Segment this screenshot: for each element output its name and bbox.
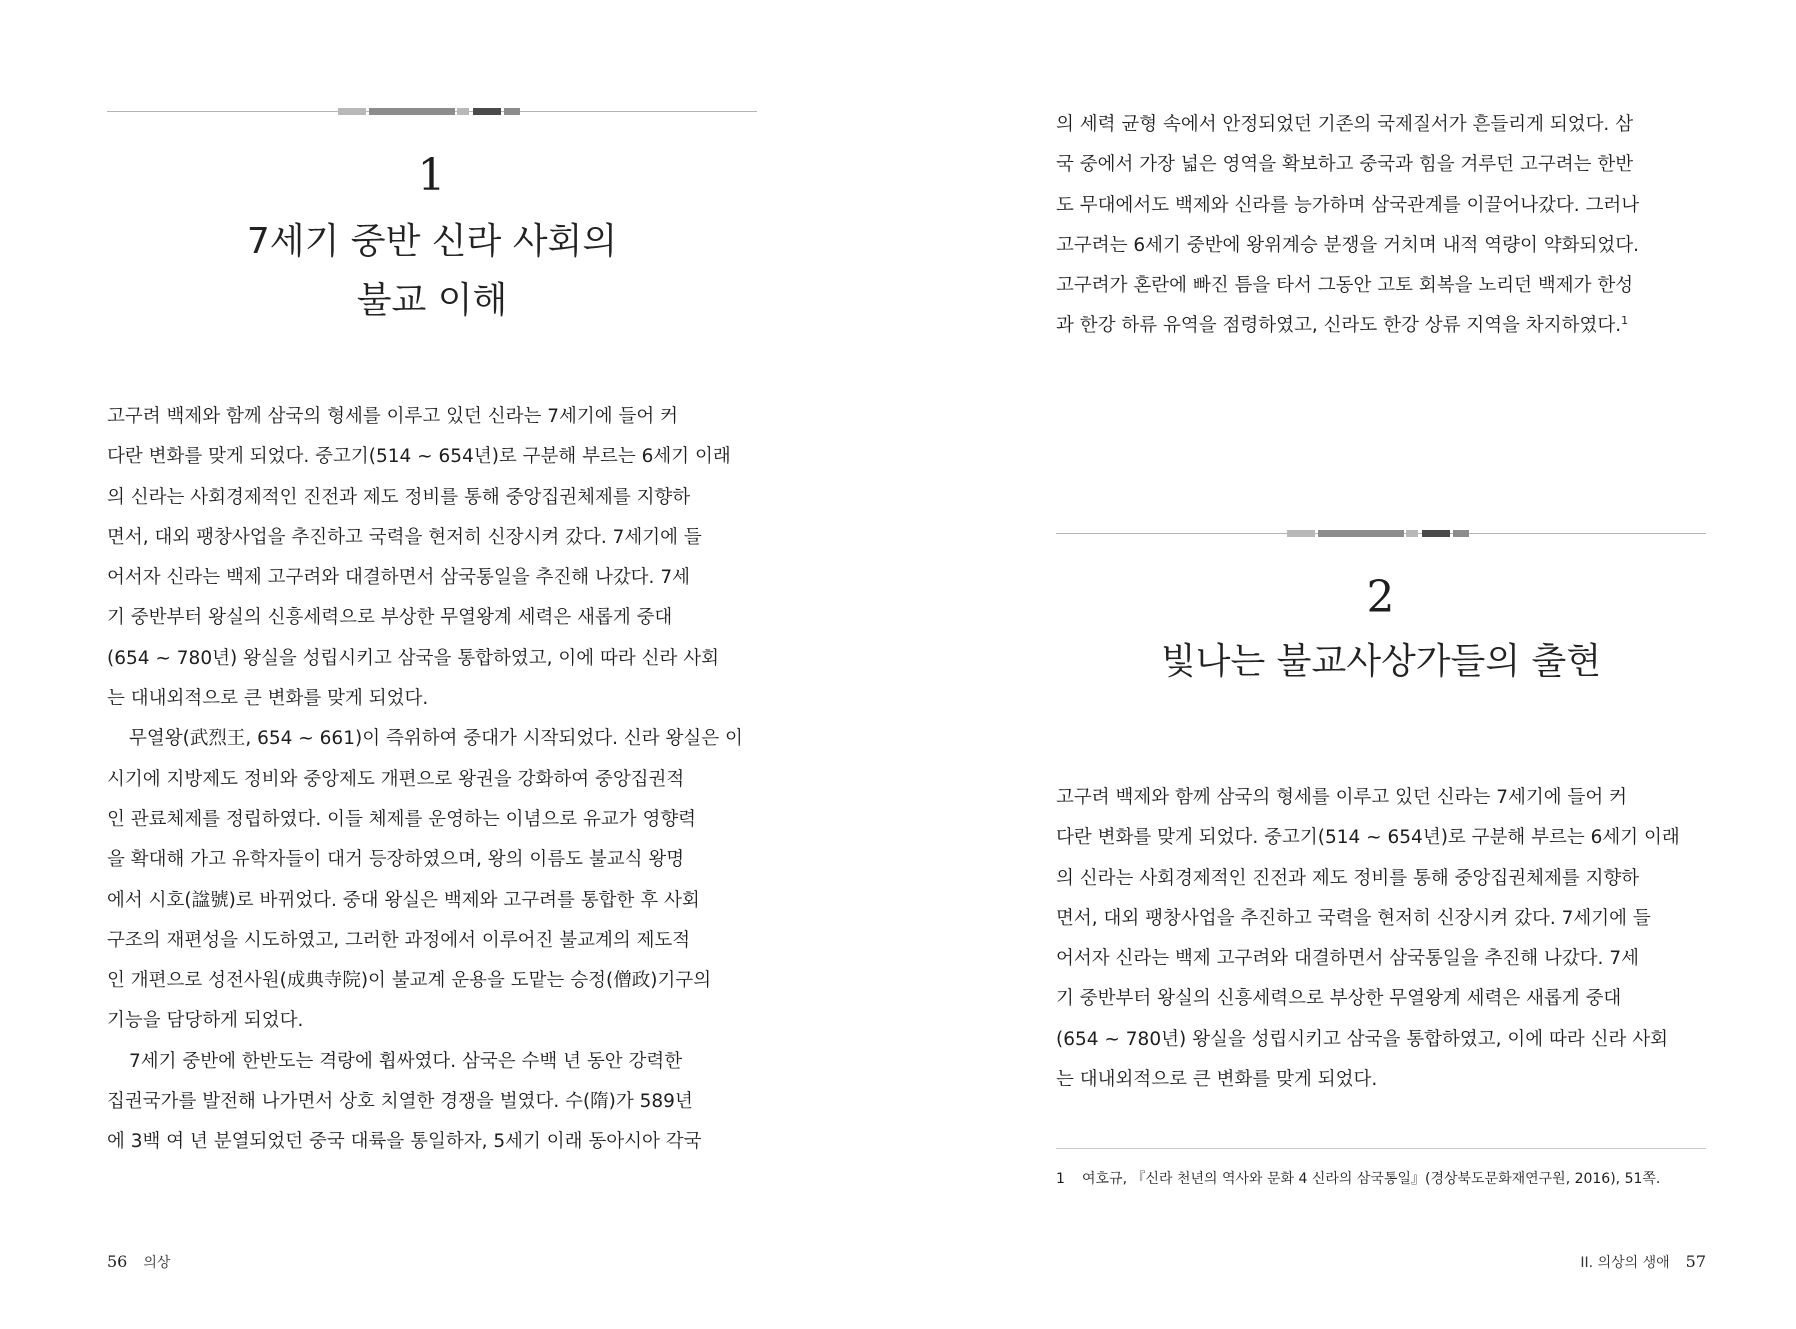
text-line: 다란 변화를 맞게 되었다. 중고기(514 ~ 654년)로 구분해 부르는 6세기 이래 (107, 446, 731, 468)
footnote-number: 1 (1056, 1171, 1065, 1187)
text-line: 의 신라는 사회경제적인 진전과 제도 정비를 통해 중앙집권체제를 지향하 (1056, 867, 1640, 889)
text-line: 의 신라는 사회경제적인 진전과 제도 정비를 통해 중앙집권체제를 지향하 (107, 486, 691, 508)
paragraph (107, 719, 757, 1041)
text-line: 면서, 대외 팽창사업을 추진하고 국력을 현저히 신장시켜 갔다. 7세기에 들 (1056, 907, 1651, 929)
paragraph (107, 397, 757, 719)
text-line: 구조의 재편성을 시도하였고, 그러한 과정에서 이루어진 불교계의 제도적 (107, 929, 691, 951)
text-line: 기능을 담당하게 되었다. (107, 1010, 304, 1032)
text-line: (654 ~ 780년) 왕실을 성립시키고 삼국을 통합하였고, 이에 따라 신라 사회 (1056, 1028, 1669, 1050)
text-line: 고구려가 혼란에 빠진 틈을 타서 그동안 고토 회복을 노리던 백제가 한성 (1056, 275, 1634, 297)
text-line: 을 확대해 가고 유학자들이 대거 등장하였으며, 왕의 이름도 불교식 왕명 (107, 849, 685, 871)
page-number: 57 (1685, 1252, 1706, 1271)
text-line (1056, 306, 1706, 346)
section-1-rule (107, 107, 757, 117)
text-line: (654 ~ 780년) 왕실을 성립시키고 삼국을 통합하였고, 이에 따라 신라 사회 (107, 647, 720, 669)
right-folio (1580, 1252, 1706, 1272)
text-line: 인 개편으로 성전사원(成典寺院)이 불교계 운용을 도맡는 승정(僧政)기구의 (107, 970, 712, 992)
text-line-content: 과 한강 하류 유역을 점령하였고, 신라도 한강 상류 지역을 차지하였다. (1056, 315, 1622, 337)
footnote (1056, 1168, 1660, 1188)
chapter-title-line: 불교 이해 (356, 280, 508, 321)
text-line: 기 중반부터 왕실의 신흥세력으로 부상한 무열왕계 세력은 새롭게 중대 (1056, 988, 1622, 1010)
text-line: 인 관료체제를 정립하였다. 이들 체제를 운영하는 이념으로 유교가 영향력 (107, 808, 697, 830)
text-line: 고구려 백제와 함께 삼국의 형세를 이루고 있던 신라는 7세기에 들어 커 (107, 406, 678, 427)
chapter-title-line: 7세기 중반 신라 사회의 (246, 221, 618, 262)
footnote-text: 여호규, 『신라 천년의 역사와 문화 4 신라의 삼국통일』(경상북도문화재연구원, 2016), 51쪽. (1082, 1171, 1661, 1187)
text-line: 의 세력 균형 속에서 안정되었던 기존의 국제질서가 흔들리게 되었다. 삼 (1056, 114, 1634, 135)
running-head: 의상 (143, 1255, 171, 1271)
paragraph (107, 1042, 757, 1163)
chapter-title (1056, 632, 1706, 691)
text-line: 면서, 대외 팽창사업을 추진하고 국력을 현저히 신장시켜 갔다. 7세기에 들 (107, 526, 702, 548)
text-line: 도 무대에서도 백제와 신라를 능가하며 삼국관계를 이끌어나갔다. 그러나 (1056, 194, 1640, 216)
text-line: 다란 변화를 맞게 되었다. 중고기(514 ~ 654년)로 구분해 부르는 6세기 이래 (1056, 827, 1680, 849)
text-line: 집권국가를 발전해 나가면서 상호 치열한 경쟁을 벌였다. 수(隋)가 589년 (107, 1091, 693, 1113)
chapter-number: 2 (1366, 572, 1396, 623)
text-line: 고구려 백제와 함께 삼국의 형세를 이루고 있던 신라는 7세기에 들어 커 (1056, 787, 1627, 808)
continued-text (1056, 105, 1706, 347)
right-page (898, 0, 1796, 1329)
chapter-title-line: 빛나는 불교사상가들의 출현 (1160, 641, 1602, 682)
text-line: 고구려는 6세기 중반에 왕위계승 분쟁을 거치며 내적 역량이 약화되었다. (1056, 234, 1639, 256)
chapter-title (107, 212, 757, 330)
text-line: 무열왕(武烈王, 654 ~ 661)이 즉위하여 중대가 시작되었다. 신라 왕실은 이 (129, 728, 743, 750)
text-line: 국 중에서 가장 넓은 영역을 확보하고 중국과 힘을 겨루던 고구려는 한반 (1056, 154, 1634, 176)
footnote-rule (1056, 1148, 1706, 1149)
chapter-number: 1 (417, 150, 447, 201)
text-line: 는 대내외적으로 큰 변화를 맞게 되었다. (1056, 1069, 1378, 1091)
body-text (107, 397, 757, 1163)
text-line: 는 대내외적으로 큰 변화를 맞게 되었다. (107, 688, 429, 710)
footnote-marker: 1 (1621, 314, 1629, 328)
text-line: 어서자 신라는 백제 고구려와 대결하면서 삼국통일을 추진해 나갔다. 7세 (1056, 948, 1639, 970)
page-number: 56 (107, 1252, 128, 1271)
text-line: 7세기 중반에 한반도는 격랑에 휩싸였다. 삼국은 수백 년 동안 강력한 (129, 1050, 683, 1072)
text-line: 에서 시호(諡號)로 바뀌었다. 중대 왕실은 백제와 고구려를 통합한 후 사회 (107, 889, 700, 911)
section-2-rule (1056, 529, 1706, 539)
text-line: 기 중반부터 왕실의 신흥세력으로 부상한 무열왕계 세력은 새롭게 중대 (107, 607, 673, 629)
text-line: 어서자 신라는 백제 고구려와 대결하면서 삼국통일을 추진해 나갔다. 7세 (107, 567, 690, 589)
running-head: II. 의상의 생애 (1580, 1255, 1670, 1271)
left-folio (107, 1252, 170, 1272)
body-text (1056, 778, 1706, 1100)
text-line: 시기에 지방제도 정비와 중앙제도 개편으로 왕권을 강화하여 중앙집권적 (107, 768, 685, 790)
text-line: 에 3백 여 년 분열되었던 중국 대륙을 통일하자, 5세기 이래 동아시아 각국 (107, 1131, 702, 1153)
